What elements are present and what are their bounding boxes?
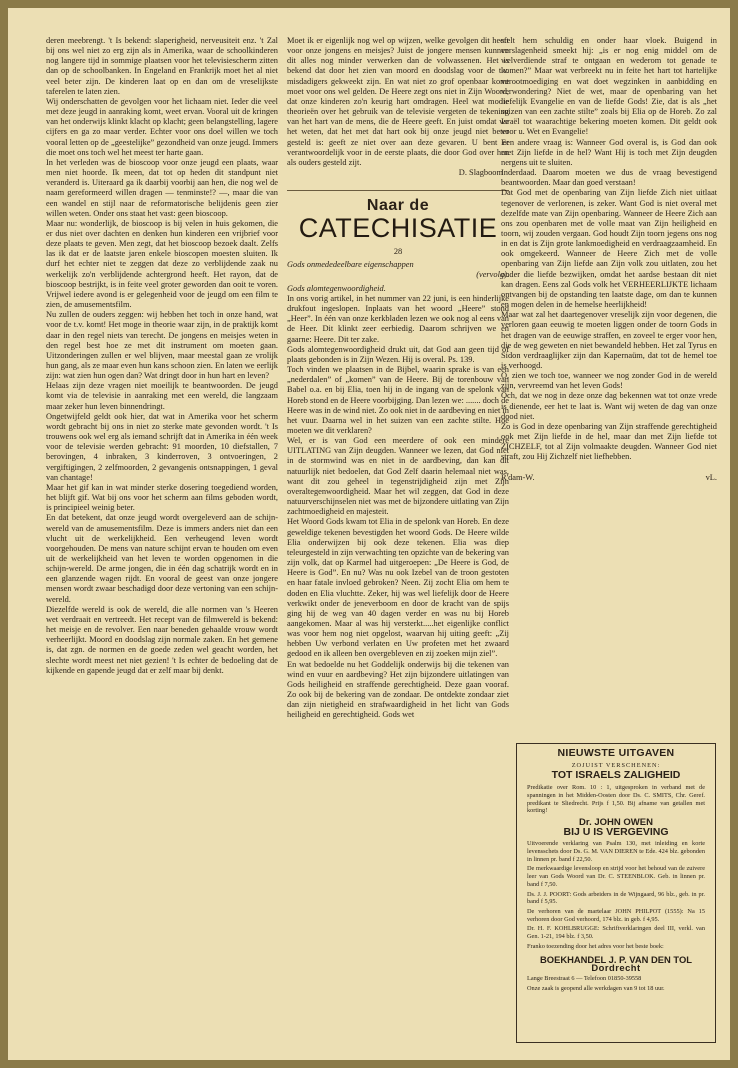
- ad-shop-name: BOEKHANDEL J. P. VAN DEN TOL: [540, 954, 692, 966]
- ad-book1-title: TOT ISRAELS ZALIGHEID: [551, 769, 681, 782]
- author-signature: D. Slagboom: [458, 168, 503, 178]
- ad-hours: Onze zaak is geopend alle werkdagen van 9 tot 18 uur.: [527, 984, 665, 992]
- section-heading: [287, 197, 509, 257]
- ad-book2-desc: Uitvoerende verklaring van Psalm 130, met inleiding en korte levensschets door Ds. G. M. VAN DIEREN te Ede. 424 blz. gebonden in linnen pr. band f 22,50.: [527, 840, 705, 863]
- column-middle: [287, 36, 509, 1036]
- ad-title: NIEUWSTE UITGAVEN: [557, 747, 675, 759]
- ad-just-out: ZOJUIST VERSCHENEN:: [571, 761, 661, 769]
- ad-address: Lange Breestraat 6 — Telefoon 01850-39558: [527, 974, 642, 982]
- ad-author2: Dr. JOHN OWEN: [579, 816, 653, 828]
- subtitle: Gods onmededeelbare eigenschappen: [287, 259, 414, 269]
- paragraph: Helaas zijn deze vragen niet moeilijk te beantwoorden. De jeugd komt via de televisie in aanraking met een wereld, die langzaam maar zeker hun leven binnendringt.: [46, 381, 278, 411]
- paragraph: deren meebrengt. 't Is bekend: slaperigheid, nerveusiteit enz. 't Zal bij ons wel niet zo erg zijn als in Amerika, waar de schoolkinderen nog langere tijd in sommige plaatsen voor het televisiescherm zitten dan op de schoolbanken. In Engeland en Frankrijk moet het al niet veel beter zijn. De kinderen laat op en dan om de vreselijkste taferelen te laten zien.: [46, 36, 278, 96]
- continued-label: (vervolg).: [476, 269, 509, 279]
- paragraph: Toch vinden we plaatsen in de Bijbel, waarin sprake is van een „nederdalen” of „komen” van de Heere. Bij de torenbouw van Babel o.a. en bij Elia, toen hij in de ingang van de spelonk van Horeb stond en de Heere voorbijging. Dan lezen we: ....... doch de Heere was in de wind niet. Zo ook niet in de aardbeving en niet in het vuur. Daarna wel in het suizen van een zachte stilte. Hoe moeten we dit verklaren?: [287, 365, 509, 435]
- paragraph: Zo is God in deze openbaring van Zijn straffende gerechtigheid ook met Zijn liefde in de hel, maar dan met Zijn liefde tot ZICHZELF, tot al Zijn volmaakte deugden. Wanneer God niet straft, zou Hij Zichzelf niet liefhebben.: [501, 421, 717, 462]
- paragraph: Inderdaad. Daarom moeten we dus de vraag bevestigend beantwoorden. Maar dan goed verstaan!: [501, 168, 717, 188]
- ad-item: De merkwaardige levensloop en strijd voor het behoud van de zuivere leer van Gods Woord van Dr. C. STEENBLOK. Geb. in linnen pr. band f 7,50.: [527, 865, 705, 888]
- heading-main: CATECHISATIE: [298, 213, 498, 244]
- paragraph: Diezelfde wereld is ook de wereld, die alle normen van 's Heeren wet verdraait en vertreedt. Het recept van de filmwereld is bekend: het meisje en de revolver. Een naar beneden gehaalde vrouw wordt verheerlijkt. Moord en doodslag zijn normale zaken. En het gemene is, dat zgn. de normen en de goede zeden wel geacht worden, het slechte wordt meest net niet gezien! 't Is echter de bedoeling dat de kijkende en gapende jeugd dat er zelf maar bij denkt.: [46, 604, 278, 675]
- column-left: [46, 36, 278, 1036]
- divider: [287, 190, 509, 191]
- paragraph: En dat betekent, dat onze jeugd wordt overgeleverd aan de schijn-wereld van de amusementsfilm. Deze is immers anders niet dan een vlucht uit de werkelijkheid. Een verheugend leven wordt voorgehouden. De mens van nature schijnt ervan te houden om even uit de werkelijkheid van het leven te worden opgenomen in die schijn-wereld. De arme jongen, die in één dag schatrijk wordt en in een glanzende wagen rijdt. En vooral de geest van onze jongere mensen wordt zwaar beschadigd door deze vertoning van een schijn-wereld.: [46, 513, 278, 604]
- ad-postage: Franko toezending door het adres voor het beste boek:: [527, 942, 664, 950]
- ad-item: Dr. H. F. KOHLBRUGGE: Schriftverklaringen deel III, verkl. van Gen. 1-21, 194 blz. f 3,50.: [527, 925, 705, 941]
- section-title: Gods alomtegenwoordigheid.: [287, 283, 386, 293]
- paragraph: Maar wat zal het daartegenover vreselijk zijn voor degenen, die verloren gaan eeuwig te moeten liggen onder de toorn Gods in het dragen van de eeuwige straffen, en zoveel te erger voor hen, die de weg geweten en niet bewandeld hebben. Het zal Tyrus en Sidon verdraaglijker zijn dan Kapernaüm, dat tot de hemel toe is verhoogd.: [501, 310, 717, 370]
- article-footer: [501, 473, 717, 483]
- author-initials: vL.: [705, 472, 717, 482]
- paragraph: Nu zullen de ouders zeggen: wij hebben het toch in onze hand, wat voor de t.v. komt! Het moge in theorie waar zijn, in de praktijk komt daar in den regel niets van terecht. De jongens en meisjes weten in den regel best hoe ze met dit instrument om moeten gaan. Uitzonderingen zullen er wel blijven, maar meestal gaan ze vrolijk hun gang, als ze maar even hun kans schoon zien. En laten we eerlijk zijn: wat zien hun ogen dan? Wat dringt door in hun hart en leven?: [46, 310, 278, 381]
- bookshop-advertisement: [516, 743, 716, 1043]
- paragraph: Och, dat we nog in deze onze dag bekennen wat tot onze vrede is dienende, eer het te laat is. Want wij weten de dag van onze dood niet.: [501, 391, 717, 421]
- place-line: R'dam-W.: [501, 472, 535, 482]
- paragraph: Wij onderschatten de gevolgen voor het lichaam niet. Ieder die veel met deze jeugd in aanraking komt, weet ervan. Vooral uit de kringen van het onderwijs klinkt klacht op klacht; geen belangstelling, lagere cijfers en ga zo maar verder. Echter voor ons doel willen we toch vooral letten op de „geestelijke” gezondheid van onze jeugd. Immers die moet ons toch wel het meest ter harte gaan.: [46, 96, 278, 157]
- paragraph: In ons vorig artikel, in het nummer van 22 juni, is een hinderlijke drukfout ingeslopen. Inplaats van het woord „Heere” stond „Heer”. In één van onze kerkbladen lezen we ook nog al eens van de Heer. Dit klinkt zeer eerbiedig. Daarom schrijven we en gaarne: Heere. Dit ter zake.: [287, 293, 509, 344]
- heading-top: Naar de: [366, 197, 430, 215]
- ad-item: Ds. J. J. POORT: Gods arbeiders in de Wijngaard, 96 blz., geb. in pr. band f 5,95.: [527, 890, 705, 906]
- ad-item: De verhoren van de martelaar JOHN PHILPOT (1555): Na 15 verhoren door God verhoord, 174 blz. in geb. f 4,95.: [527, 907, 705, 923]
- paragraph: Ongetwijfeld geldt ook hier, dat wat in Amerika voor het scherm wordt gebracht bij ons in niet zo sterke mate gevonden wordt. 't Is trouwens ook wel erg als iemand schrijft dat in Amerika in één week voor de televisie werden gebracht: 91 moorden, 10 diefstallen, 7 berovingen, 4 inbraken, 3 kinderroven, 3 ontvoeringen, 2 vergiftigingen, 2 zelfmoorden, 2 gevangenis ontsnappingen, 1 geval van chantage!: [46, 411, 278, 482]
- paragraph: Een andere vraag is: Wanneer God overal is, is God dan ook met Zijn liefde in de hel? Want Hij is toch met Zijn deugden nergens uit te sluiten.: [501, 137, 717, 167]
- paragraph: Wel, er is van God een meerdere of ook een mindere UITLATING van Zijn deugden. Wanneer we lezen, dat God niet in de stormwind was en niet in de aardbeving, dan kan dit natuurlijk niet bedoelen, dat God Zelf daarin helemaal niet was, want dit zou geheel in tegenstrijdigheid zijn met Zijn overaltegenwoordigheid. Maar het wil zeggen, dat God in deze natuurverschijnselen niet was met de bijzondere uitlating van Zijn zachtmoedigheid en majesteit.: [287, 436, 509, 517]
- paragraph: O, zien we toch toe, wanneer we nog zonder God in de wereld zijn, vervreemd van het leven Gods!: [501, 371, 717, 391]
- paragraph: Moet ik er eigenlijk nog wel op wijzen, welke gevolgen dit heeft voor onze jongens en meisjes? Juist de jongere mensen kunnen dit alles nog minder verwerken dan de volwassenen. Het is bekend dat door het zien van moord en doodslag voor de t.v. misdadigers gekweekt zijn. En wat niet zo grof openbaar komt moet voor ons wel gelden. De Heere zegt ons niet in Zijn Woord, dat onze kinderen zo'n keurig hart omdragen. Heel wat mooie theorieën over het gebruik van de televisie vergeten de tekening van het hart van de mens, die de Heere geeft. En juist omdat we het weten, dat het met dat hart ook bij onze jeugd niet beter gesteld is: geeft ze niet over aan deze gevaren. U bent er verantwoordelijk voor in de eerste plaats, die door God over hen als ouders gesteld zijt.: [287, 36, 509, 167]
- paragraph: Maar nu: wonderlijk, de bioscoop is bij velen in huis gekomen, die er dus niet over dachten en denken hun kinderen een vrijbrief voor deze plaats te geven. Men zegt, dat het bioscoop bezoek daalt. Zelfs las ik dat er de laatste jaren enkele bioscopen moesten sluiten. Ik durf het echter niet te zeggen dat deze zo verblijdende zaak nu werkelijk zo'n verblijdende achtergrond heeft. Het rayon, dat de bioscoop bestrijkt, is in feite veel groter geworden dan ooit te voren. Vrijwel iedere avond is er gelegenheid voor de jeugd om een film te zien, de amusementsfilm.: [46, 218, 278, 310]
- paragraph: Gods alomtegenwoordigheid drukt uit, dat God aan geen tijd of plaats gebonden is in Zijn Wezen. Hij is overal. Ps. 139.: [287, 344, 509, 364]
- ad-book1-desc: Predikatie over Rom. 10 : 1, uitgesproken in verband met de spanningen in het Midden-Oosten door Ds. C. SMITS, Chr. Geref. predikant te Sliedrecht. Prijs f 1,50. Bij afname van getallen met korting!: [527, 784, 705, 815]
- paragraph: En wat bedoelde nu het Goddelijk onderwijs bij die tekenen van wind en vuur en aardbeving? Het zijn bijzondere uitlatingen van Gods heiligheid en straffende gerechtigheid. Deze gaan vooraf. Zo ook bij de bekering van de zondaar. De ontdekte zondaar ziet dan zijn nietigheid en strafwaardigheid in het licht van Gods heiligheid en gerechtigheid. Gods wet: [287, 659, 509, 720]
- issue-number: 28: [393, 247, 403, 257]
- column-right: [501, 36, 717, 716]
- ad-book2-title: BIJ U IS VERGEVING: [563, 825, 669, 838]
- newspaper-page: [8, 8, 730, 1060]
- paragraph: Maar het gif kan in wat minder sterke dosering toegediend worden, het blijft gif. Wat bij ons voor het scherm aan films geboden wordt, is principieel weinig beter.: [46, 482, 278, 513]
- paragraph: stelt hem schuldig en onder haar vloek. Buigend in verslagenheid smeekt hij: „is er nog enig middel om de welverdiende straf te ontgaan en wederom tot genade te komen?” Maar wat verbreekt nu in feite het hart tot hartelijke verootmoediging en wat doet wegzinken in aanbidding en verwondering? Niet de wet, maar de openbaring van het liefelijk Evangelie en van de liefde Gods! Zie, dat is als „het suizen van een zachte stilte” zoals bij Elia op de Horeb. Zo zal Israël tot waarachtige bekering moeten komen. Dit geldt ook voor u. Wet en Evangelie!: [501, 36, 717, 137]
- paragraph: In het verleden was de bioscoop voor onze jeugd een plaats, waar men niet hoorde. Ik meen, dat tot op heden dit standpunt niet veranderd is. Uiteraard ga ik daarbij voorbij aan hen, die nog wel de naam gereformeerd willen dragen — tenminste!? —, maar die van een wandel en stijl naar de reformatorische belijdenis geen zier willen weten. Onder ons staat het vast: geen bioscoop.: [46, 157, 278, 218]
- paragraph: Het Woord Gods kwam tot Elia in de spelonk van Horeb. En deze geweldige tekenen bevestigden het woord Gods. De Heere wilde Elia onderwijzen bij ook deze tekenen. Elia was diep teleurgesteld in zijn verwachting ten opzichte van de bekering van zijn volk, dat op Karmel had uitgeroepen: „De Heere is God, de Heere is God”. En nu? Was nu ook Izebel van de troon gestoten en haar fatale invloed gebroken? Neen. Zij zocht Elia om hem te doden en Elia vluchtte. Zeker, hij was wel liefelijk door de Heere verkwikt onder de jeneverboom en door de kracht van de spijs ging hij de weg van 40 dagen verder en was nu bij Horeb aangekomen. Maar al was hij versterkt.....het eigenlijke conflict was voor hem nog niet opgelost, waarvan hij uiting geeft: „Zij hebben Uw verbond verlaten en Uw profeten met het zwaard gedood en ik alleen ben overgebleven en zij zoeken mijn ziel”.: [287, 517, 509, 659]
- ad-city: Dordrecht: [591, 962, 641, 974]
- paragraph: Dat God met de openbaring van Zijn liefde Zich niet uitlaat tegenover de verlorenen, is zeker. Want God is niet overal met dezelfde mate van Zijn openbaring. Wanneer de Heere Zich aan ons zou openbaren met de volle maat van Zijn heiligheid en toorn, wij zouden vergaan. God houdt Zijn toorn jegens ons nog in en dat is Zijn grote lankmoedigheid en verdraagzaamheid. En ook omgekeerd. Wanneer de Heere Zich met de volle openbaring van Zijn liefde aan Zijn volk zou uitlaten, zou het onder die liefde bezwijken, omdat het aardse bestaan dit niet kan dragen. Eens zal Gods volk het VERHEERLIJKTE lichaam ontvangen bij de opstanding ten laatste dage, om dan te kunnen en mogen delen in de hemelse heerlijkheid!: [501, 188, 717, 310]
